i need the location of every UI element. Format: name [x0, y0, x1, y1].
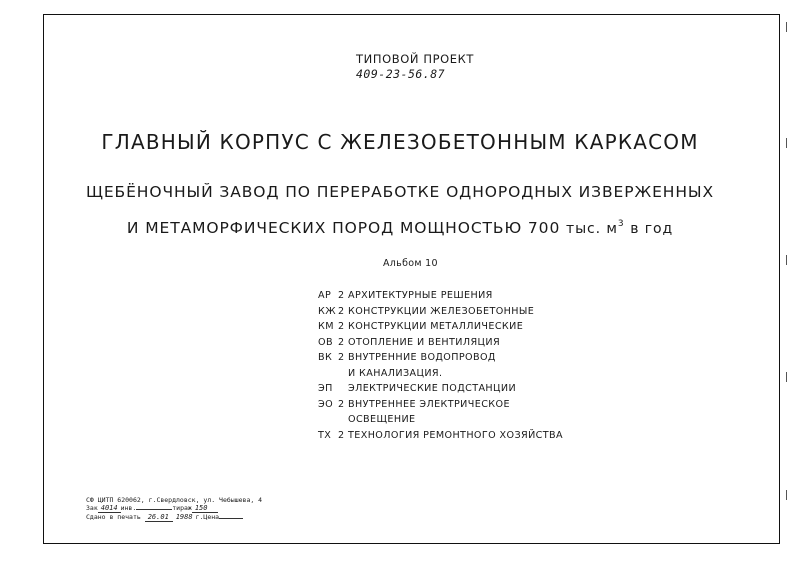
edge-tick: [786, 490, 787, 500]
section-volume: [338, 412, 348, 428]
project-block: [356, 52, 474, 82]
printing-imprint: [86, 496, 262, 522]
project-number: 409-23-56.87: [356, 67, 446, 81]
section-text: ВНУТРЕННЕЕ ЭЛЕКТРИЧЕСКОЕ: [348, 398, 510, 410]
section-text: ОСВЕЩЕНИЕ: [348, 414, 416, 425]
edge-tick: [786, 22, 787, 32]
edge-tick: [786, 372, 787, 382]
imprint-inv-blank: [136, 509, 172, 510]
edge-tick: [786, 255, 787, 265]
subtitle-tail: в год: [630, 221, 674, 237]
section-row: [318, 397, 563, 413]
section-row: [318, 335, 563, 351]
imprint-run-label: тираж: [172, 504, 192, 512]
section-volume: 2: [338, 321, 345, 332]
imprint-run-value: 150: [192, 504, 218, 513]
subtitle-line-1: ЩЕБЁНОЧНЫЙ ЗАВОД ПО ПЕРЕРАБОТКЕ ОДНОРОДНЫХ ИЗВЕРЖЕННЫХ: [86, 183, 714, 201]
section-list: [318, 288, 563, 443]
section-row: [318, 381, 563, 397]
imprint-date-value: 26.01: [145, 513, 173, 522]
subtitle-unit: тыс. м: [566, 221, 618, 237]
section-code: ВК: [318, 352, 333, 363]
subtitle-line-2: [0, 219, 800, 237]
section-code: КЖ: [318, 305, 336, 317]
section-text: ТЕХНОЛОГИЯ РЕМОНТНОГО ХОЗЯЙСТВА: [348, 429, 563, 441]
section-volume: 2: [338, 290, 345, 301]
section-code: АР: [318, 290, 332, 301]
imprint-price-blank: [219, 518, 243, 519]
section-row: [318, 412, 563, 428]
section-text: И КАНАЛИЗАЦИЯ.: [348, 367, 443, 379]
imprint-order-value: 4014: [98, 504, 121, 513]
section-volume: 2: [338, 398, 345, 410]
section-text: АРХИТЕКТУРНЫЕ РЕШЕНИЯ: [348, 290, 493, 301]
section-row: [318, 428, 563, 444]
section-text: ЭЛЕКТРИЧЕСКИЕ ПОДСТАНЦИИ: [348, 383, 517, 394]
imprint-year-value: 1988: [175, 513, 193, 521]
section-text: ОТОПЛЕНИЕ И ВЕНТИЛЯЦИЯ: [348, 336, 501, 348]
section-row: [318, 350, 563, 366]
section-code: ЭО: [318, 398, 334, 410]
imprint-publisher: СФ ЦИТП 620062, г.Свердловск, ул. Чебышева, 4: [86, 496, 263, 504]
section-code: [318, 366, 338, 382]
section-volume: 2: [338, 305, 345, 317]
section-volume: [338, 366, 348, 382]
imprint-year-suffix: г.Цена: [195, 513, 220, 521]
section-code: ТХ: [318, 429, 332, 441]
section-volume: 2: [338, 352, 345, 363]
section-code: ОВ: [318, 336, 333, 348]
imprint-order-label: Зак: [86, 504, 98, 512]
section-row: [318, 366, 563, 382]
document-title: ГЛАВНЫЙ КОРПУС С ЖЕЛЕЗОБЕТОННЫМ КАРКАСОМ: [101, 130, 699, 154]
imprint-date-label: Сдано в печать: [86, 513, 141, 521]
project-label: ТИПОВОЙ ПРОЕКТ: [356, 52, 475, 66]
section-volume: 2: [338, 336, 345, 348]
album-label: Альбом 10: [383, 258, 438, 269]
section-row: [318, 288, 563, 304]
subtitle-line-2-text: И МЕТАМОРФИЧЕСКИХ ПОРОД МОЩНОСТЬЮ 700: [126, 219, 561, 237]
section-row: [318, 319, 563, 335]
imprint-inv-label: инв.: [120, 504, 137, 512]
imprint-order-row: [86, 504, 262, 513]
section-text: КОНСТРУКЦИИ ЖЕЛЕЗОБЕТОННЫЕ: [348, 305, 535, 317]
section-text: КОНСТРУКЦИИ МЕТАЛЛИЧЕСКИЕ: [348, 321, 524, 332]
subtitle-unit-sup: 3: [617, 219, 625, 229]
section-row: [318, 304, 563, 320]
section-volume: [338, 381, 348, 397]
section-code: КМ: [318, 321, 334, 332]
section-volume: 2: [338, 429, 345, 441]
section-code: [318, 412, 338, 428]
section-code: ЭП: [318, 383, 333, 394]
section-text: ВНУТРЕННИЕ ВОДОПРОВОД: [348, 352, 496, 363]
drawing-frame: [43, 14, 780, 544]
imprint-date-row: [86, 513, 262, 522]
